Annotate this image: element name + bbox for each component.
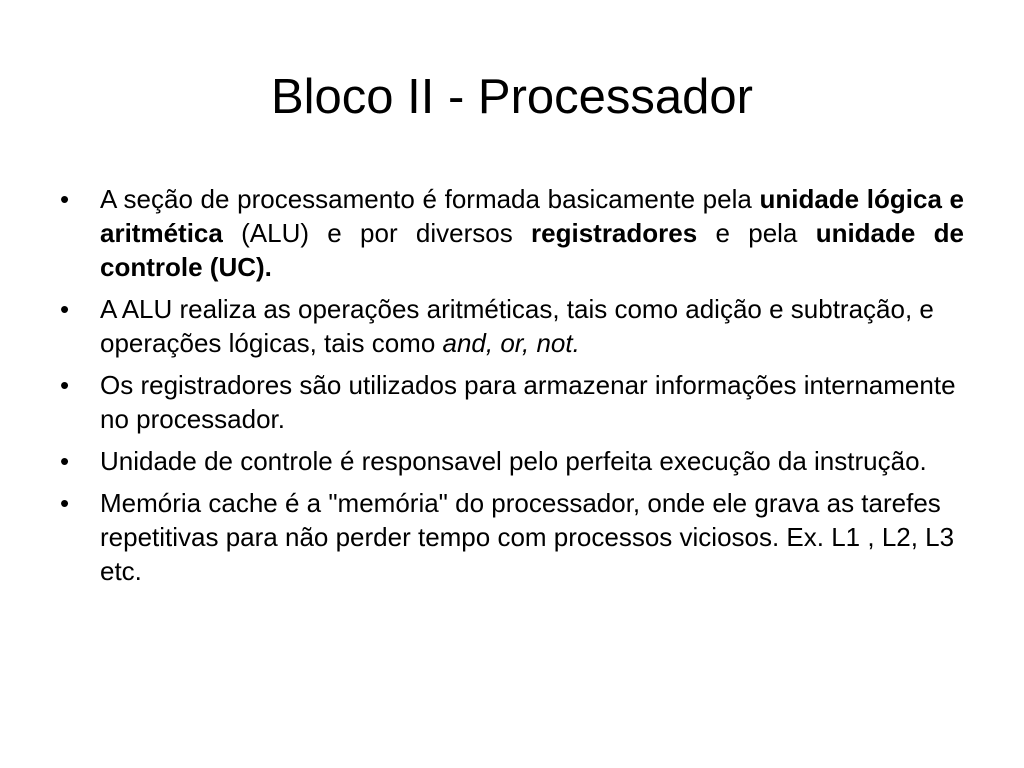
bullet-item-alu-section (56, 182, 964, 284)
bullet-text: A ALU realiza as operações aritméticas, tais como adição e subtração, e operações lógicas, tais como (100, 294, 934, 358)
bullet-dot-icon: • (60, 294, 70, 324)
bullet-text: e pela (697, 218, 816, 248)
bullet-dot-icon: • (60, 446, 70, 476)
bold-term-alu: unidade lógica e aritmética (100, 184, 964, 248)
bullet-text: Memória cache é a "memória" do processador, onde ele grava as tarefes repetitivas para não perder tempo com processos viciosos. Ex. L1 , L2, L3 etc. (100, 488, 955, 586)
bullet-item-registers (56, 368, 964, 436)
bullet-text: Os registradores são utilizados para armazenar informações internamente no processador. (100, 370, 956, 434)
bullet-item-control-unit (56, 444, 964, 478)
bullet-list (56, 182, 964, 596)
bold-term-registers: registradores (531, 218, 698, 248)
bullet-text: A seção de processamento é formada basicamente pela (100, 184, 760, 214)
bullet-dot-icon: • (60, 370, 70, 400)
bullet-dot-icon: • (60, 488, 70, 518)
bold-term-control-unit: unidade de controle (UC). (100, 218, 964, 282)
slide-title: Bloco II - Processador (270, 70, 754, 124)
bullet-dot-icon: • (60, 184, 70, 214)
bullet-item-alu-operations (56, 292, 964, 360)
bullet-item-cache-memory (56, 486, 964, 588)
bullet-text: (ALU) e por diversos (222, 218, 532, 248)
bullet-text: Unidade de controle é responsavel pelo perfeita execução da instrução. (100, 446, 927, 476)
italic-logic-ops: and, or, not. (442, 328, 580, 358)
